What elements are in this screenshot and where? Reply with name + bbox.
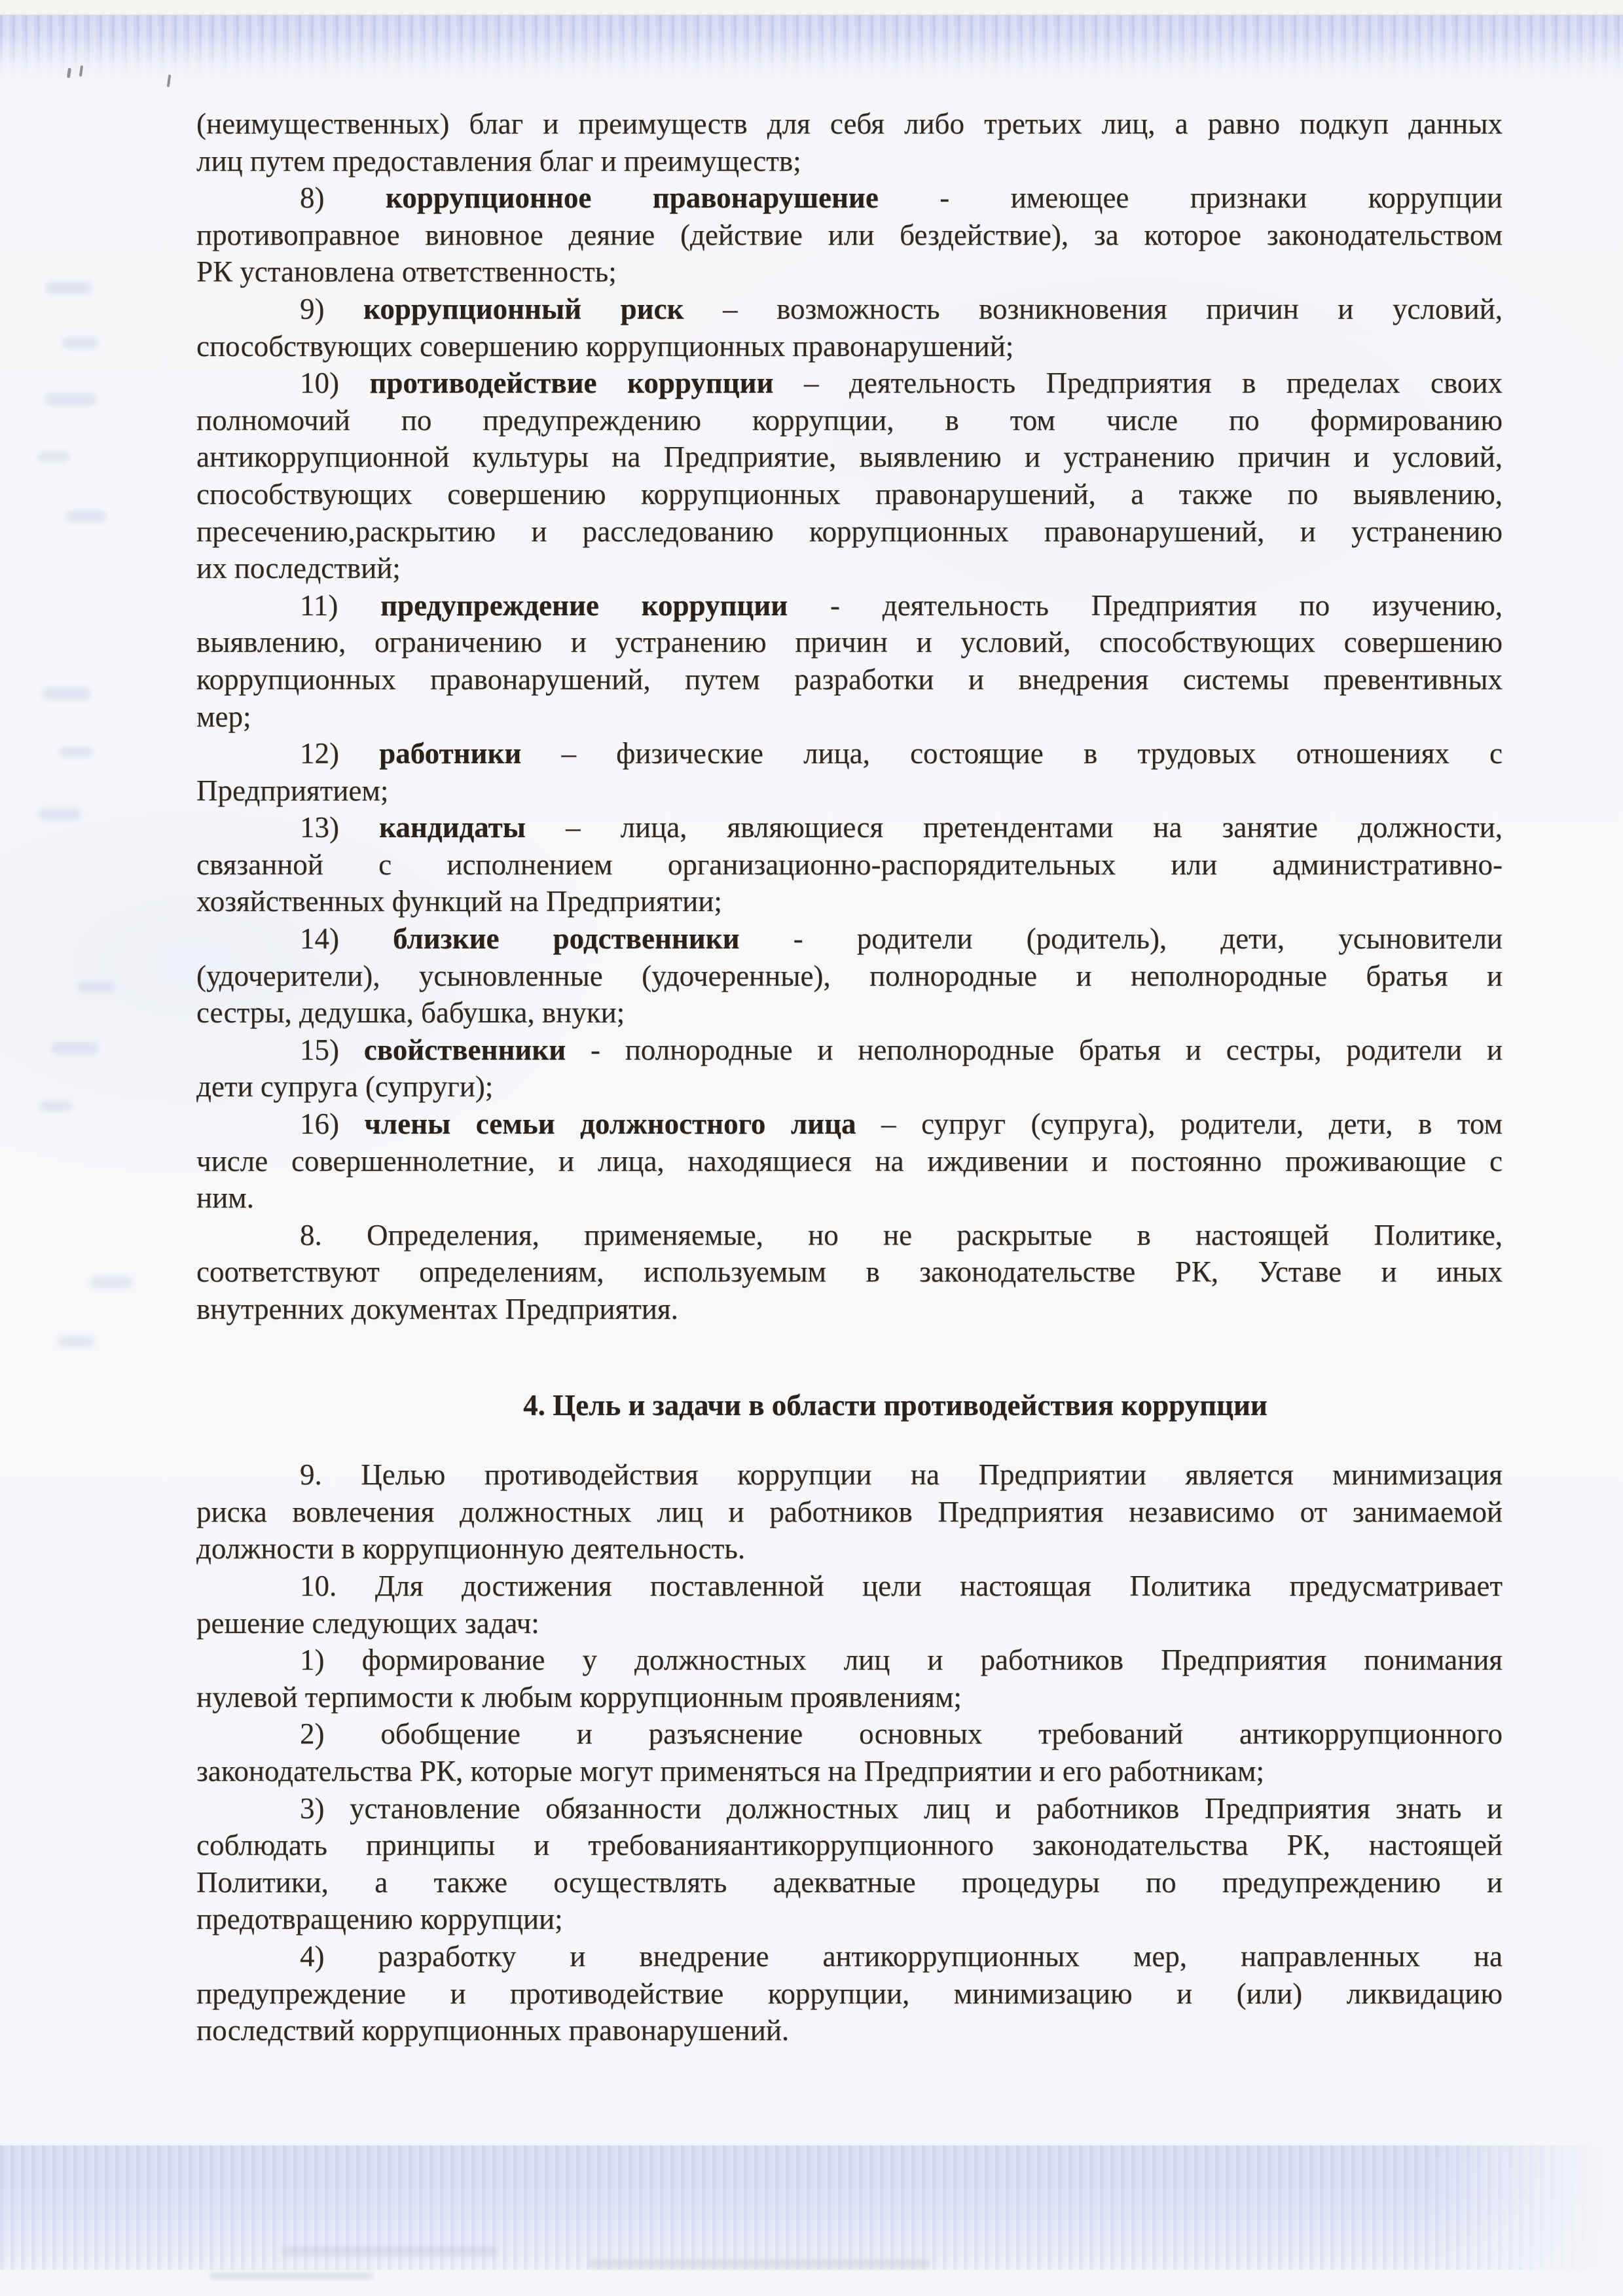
text-line: пресечению,раскрытию и расследованию коррупционных правонарушений, и устранению	[196, 514, 1503, 548]
text-line: мер;	[196, 700, 251, 733]
paragraph	[196, 1715, 1503, 1789]
text-line: способствующих совершению коррупционных правонарушений, а также по выявлению,	[196, 477, 1503, 511]
paragraph	[196, 1790, 1503, 1938]
paragraph	[196, 1456, 1503, 1568]
text-line: 8) коррупционное правонарушение - имеющее признаки коррупции	[300, 181, 1503, 215]
scan-ghost-mark	[51, 1042, 98, 1054]
text-block	[196, 105, 1503, 2049]
text-line: решение следующих задач:	[196, 1606, 539, 1640]
text-line: 11) предупреждение коррупции - деятельность Предприятия по изучению,	[300, 588, 1503, 622]
text-line: предотвращению коррупции;	[196, 1903, 563, 1936]
scan-ghost-mark	[38, 808, 81, 820]
text-line: 1) формирование у должностных лиц и работников Предприятия понимания	[300, 1643, 1503, 1677]
text-line: 8. Определения, применяемые, но не раскрытые в настоящей Политике,	[300, 1218, 1503, 1251]
text-line: ним.	[196, 1181, 254, 1215]
text-line: Предприятием;	[196, 774, 389, 807]
text-line: внутренних документах Предприятия.	[196, 1293, 678, 1325]
scan-ghost-mark	[46, 281, 92, 295]
text-line: лиц путем предоставления благ и преимуществ;	[196, 144, 801, 177]
scan-ghost-mark	[42, 687, 90, 700]
text-line: способствующих совершению коррупционных правонарушений;	[196, 329, 1014, 363]
paragraph	[196, 920, 1503, 1031]
text-line: 14) близкие родственники - родители (родитель), дети, усыновители	[300, 922, 1503, 956]
text-line: (неимущественных) благ и преимуществ для себя либо третьих лиц, а равно подкуп данных	[196, 107, 1503, 140]
scan-smudge	[282, 2246, 498, 2257]
paragraph	[196, 179, 1503, 291]
paragraph	[196, 809, 1503, 920]
text-line: связанной с исполнением организационно-распорядительных или административно-	[196, 848, 1503, 881]
text-line: РК установлена ответственность;	[196, 255, 617, 289]
text-line: 13) кандидаты – лица, являющиеся претендентами на занятие должности,	[300, 811, 1503, 844]
paragraph	[196, 735, 1503, 809]
text-line: 4) разработку и внедрение антикоррупционных мер, направленных на	[300, 1939, 1503, 1973]
text-line: 16) члены семьи должностного лица – супруг (супруга), родители, дети, в том	[300, 1107, 1503, 1141]
paragraph	[196, 365, 1503, 587]
text-line: (удочерители), усыновленные (удочеренные), полнородные и неполнородные братья и	[196, 959, 1503, 992]
text-line: полномочий по предупреждению коррупции, в том числе по формированию	[196, 403, 1503, 437]
text-line: числе совершеннолетние, и лица, находящиеся на иждивении и постоянно проживающие с	[196, 1144, 1503, 1177]
scanner-edge-strip	[0, 0, 1623, 15]
paragraph	[196, 1938, 1503, 2049]
paragraph	[196, 105, 1503, 179]
scan-ghost-mark	[77, 982, 115, 992]
scan-ghost-mark	[45, 393, 97, 406]
text-line: должности в коррупционную деятельность.	[196, 1532, 746, 1566]
text-line: соответствуют определениям, используемым в законодательстве РК, Уставе и иных	[196, 1255, 1503, 1289]
text-line: нулевой терпимости к любым коррупционным проявлениям;	[196, 1680, 962, 1713]
text-line: 3) установление обязанности должностных лиц и работников Предприятия знать и	[300, 1791, 1503, 1825]
scan-ghost-mark	[65, 511, 106, 522]
scan-ghost-mark	[90, 1276, 132, 1288]
text-line: их последствий;	[196, 552, 401, 585]
text-line: противоправное виновное деяние (действие или бездействие), за которое законодательством	[196, 218, 1503, 251]
paragraph	[196, 1031, 1503, 1105]
text-line: сестры, дедушка, бабушка, внуки;	[196, 996, 625, 1030]
scan-bleed-band-bottom	[0, 2145, 1623, 2270]
scan-ghost-mark	[59, 746, 93, 757]
text-line: 9) коррупционный риск – возможность возникновения причин и условий,	[300, 292, 1503, 325]
scan-bleed-band-top	[0, 15, 1623, 77]
text-line: 10. Для достижения поставленной цели настоящая Политика предусматривает	[300, 1569, 1503, 1602]
scan-smudge	[210, 2272, 373, 2280]
section-heading: 4. Цель и задачи в области противодействия коррупции	[523, 1388, 1267, 1422]
paragraph	[196, 587, 1503, 735]
paragraph	[196, 1105, 1503, 1217]
scan-ghost-mark	[39, 1101, 72, 1111]
paragraph	[196, 1217, 1503, 1328]
text-line: 2) обобщение и разъяснение основных требований антикоррупционного	[300, 1717, 1503, 1751]
paragraph	[196, 1641, 1503, 1715]
text-line: выявлению, ограничению и устранению причин и условий, способствующих совершению	[196, 626, 1503, 659]
scan-ghost-mark	[62, 337, 98, 349]
text-line: дети супруга (супруги);	[196, 1070, 494, 1103]
scan-ghost-mark	[38, 452, 69, 462]
text-line: риска вовлечения должностных лиц и работников Предприятия независимо от занимаемой	[196, 1495, 1503, 1528]
paragraph	[196, 1568, 1503, 1641]
paragraph	[196, 291, 1503, 365]
text-line: антикоррупционной культуры на Предприятие, выявлению и устранению причин и условий,	[196, 440, 1503, 474]
text-line: 10) противодействие коррупции – деятельность Предприятия в пределах своих	[300, 367, 1503, 400]
text-line: Политики, а также осуществлять адекватные процедуры по предупреждению и	[196, 1865, 1503, 1899]
text-line: коррупционных правонарушений, путем разработки и внедрения системы превентивных	[196, 662, 1503, 696]
text-line: соблюдать принципы и требованияантикоррупционного законодательства РК, настоящей	[196, 1829, 1503, 1862]
scan-ghost-mark	[58, 1336, 94, 1347]
scan-smudge	[589, 2259, 930, 2268]
text-line: последствий коррупционных правонарушений.	[196, 2014, 790, 2047]
text-line: законодательства РК, которые могут применяться на Предприятии и его работникам;	[196, 1754, 1265, 1787]
text-line: 9. Целью противодействия коррупции на Предприятии является минимизация	[300, 1458, 1503, 1492]
text-line: предупреждение и противодействие коррупции, минимизацию и (или) ликвидацию	[196, 1977, 1503, 2010]
text-line: 12) работники – физические лица, состоящие в трудовых отношениях с	[300, 737, 1503, 770]
text-line: 15) свойственники - полнородные и неполнородные братья и сестры, родители и	[300, 1033, 1503, 1066]
text-line: хозяйственных функций на Предприятии;	[196, 885, 722, 918]
